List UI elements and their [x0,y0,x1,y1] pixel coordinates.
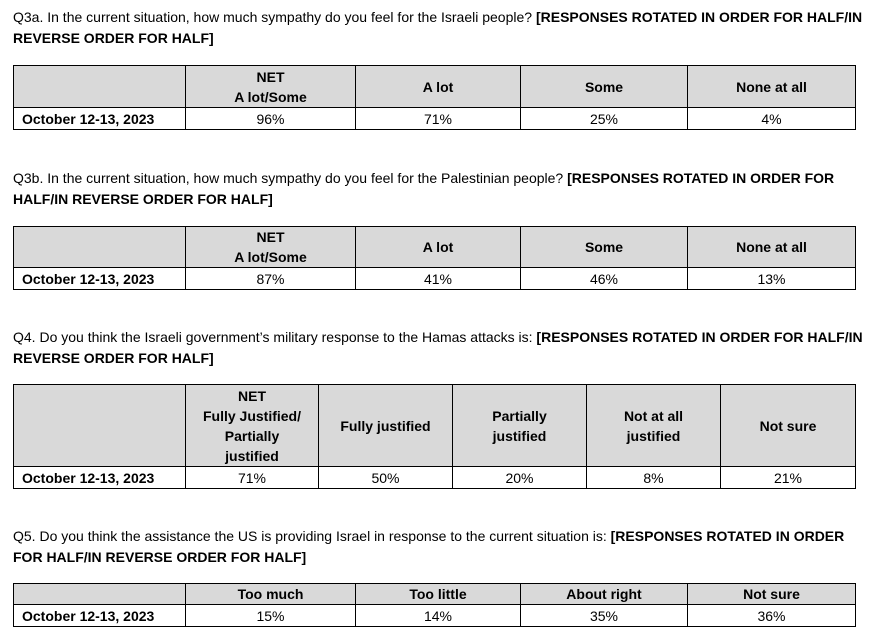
header-cell: NET A lot/Some [186,227,356,268]
row-label: October 12-13, 2023 [14,467,186,489]
header-blank [14,385,186,467]
question-q3b-text: Q3b. In the current situation, how much sympathy do you feel for the Palestinian people? [13,170,568,186]
value-cell: 71% [356,108,521,130]
question-q5 [13,526,863,568]
value-cell: 13% [688,268,856,290]
header-cell: NET Fully Justified/ Partially justified [186,385,319,467]
header-cell: Too much [186,584,356,605]
table-q3a [13,65,856,130]
row-label: October 12-13, 2023 [14,108,186,130]
value-cell: 87% [186,268,356,290]
header-blank [14,227,186,268]
table-row [14,268,856,290]
table-q3a-header-row [14,66,856,108]
value-cell: 20% [453,467,587,489]
value-cell: 96% [186,108,356,130]
table-row [14,467,856,489]
header-cell: About right [521,584,688,605]
header-cell: Partially justified [453,385,587,467]
question-q3a [13,7,863,49]
header-cell: Fully justified [319,385,453,467]
header-blank [14,66,186,108]
question-q3b-note: [RESPONSES ROTATED IN ORDER FOR HALF/IN REVERSE ORDER FOR HALF] [13,170,835,207]
question-q3a-text: Q3a. In the current situation, how much sympathy do you feel for the Israeli people? [13,9,536,25]
question-q3a-note: [RESPONSES ROTATED IN ORDER FOR HALF/IN REVERSE ORDER FOR HALF] [13,9,863,46]
table-q5-header-row [14,584,856,605]
header-cell: Some [521,227,688,268]
header-cell: NET A lot/Some [186,66,356,108]
header-cell: None at all [688,227,856,268]
value-cell: 36% [688,605,856,627]
table-row [14,108,856,130]
value-cell: 8% [587,467,721,489]
header-blank [14,584,186,605]
table-q4-header-row [14,385,856,467]
value-cell: 14% [356,605,521,627]
value-cell: 41% [356,268,521,290]
value-cell: 21% [721,467,856,489]
value-cell: 25% [521,108,688,130]
value-cell: 46% [521,268,688,290]
header-cell: Too little [356,584,521,605]
question-q4 [13,327,863,369]
value-cell: 15% [186,605,356,627]
header-cell: A lot [356,66,521,108]
table-row [14,605,856,627]
row-label: October 12-13, 2023 [14,268,186,290]
header-cell: Some [521,66,688,108]
table-q4 [13,384,856,489]
header-cell: None at all [688,66,856,108]
table-q5 [13,583,856,627]
table-q3b [13,226,856,290]
value-cell: 50% [319,467,453,489]
header-cell: Not sure [721,385,856,467]
question-q3b [13,168,863,210]
row-label: October 12-13, 2023 [14,605,186,627]
value-cell: 35% [521,605,688,627]
header-cell: Not sure [688,584,856,605]
question-q5-text: Q5. Do you think the assistance the US is providing Israel in response to the current situation is: [13,528,611,544]
question-q5-note: [RESPONSES ROTATED IN ORDER FOR HALF/IN REVERSE ORDER FOR HALF] [13,528,845,565]
header-cell: Not at all justified [587,385,721,467]
value-cell: 71% [186,467,319,489]
question-q4-text: Q4. Do you think the Israeli government’s military response to the Hamas attacks is: [13,329,537,345]
value-cell: 4% [688,108,856,130]
table-q3b-header-row [14,227,856,268]
header-cell: A lot [356,227,521,268]
question-q4-note: [RESPONSES ROTATED IN ORDER FOR HALF/IN REVERSE ORDER FOR HALF] [13,329,863,366]
